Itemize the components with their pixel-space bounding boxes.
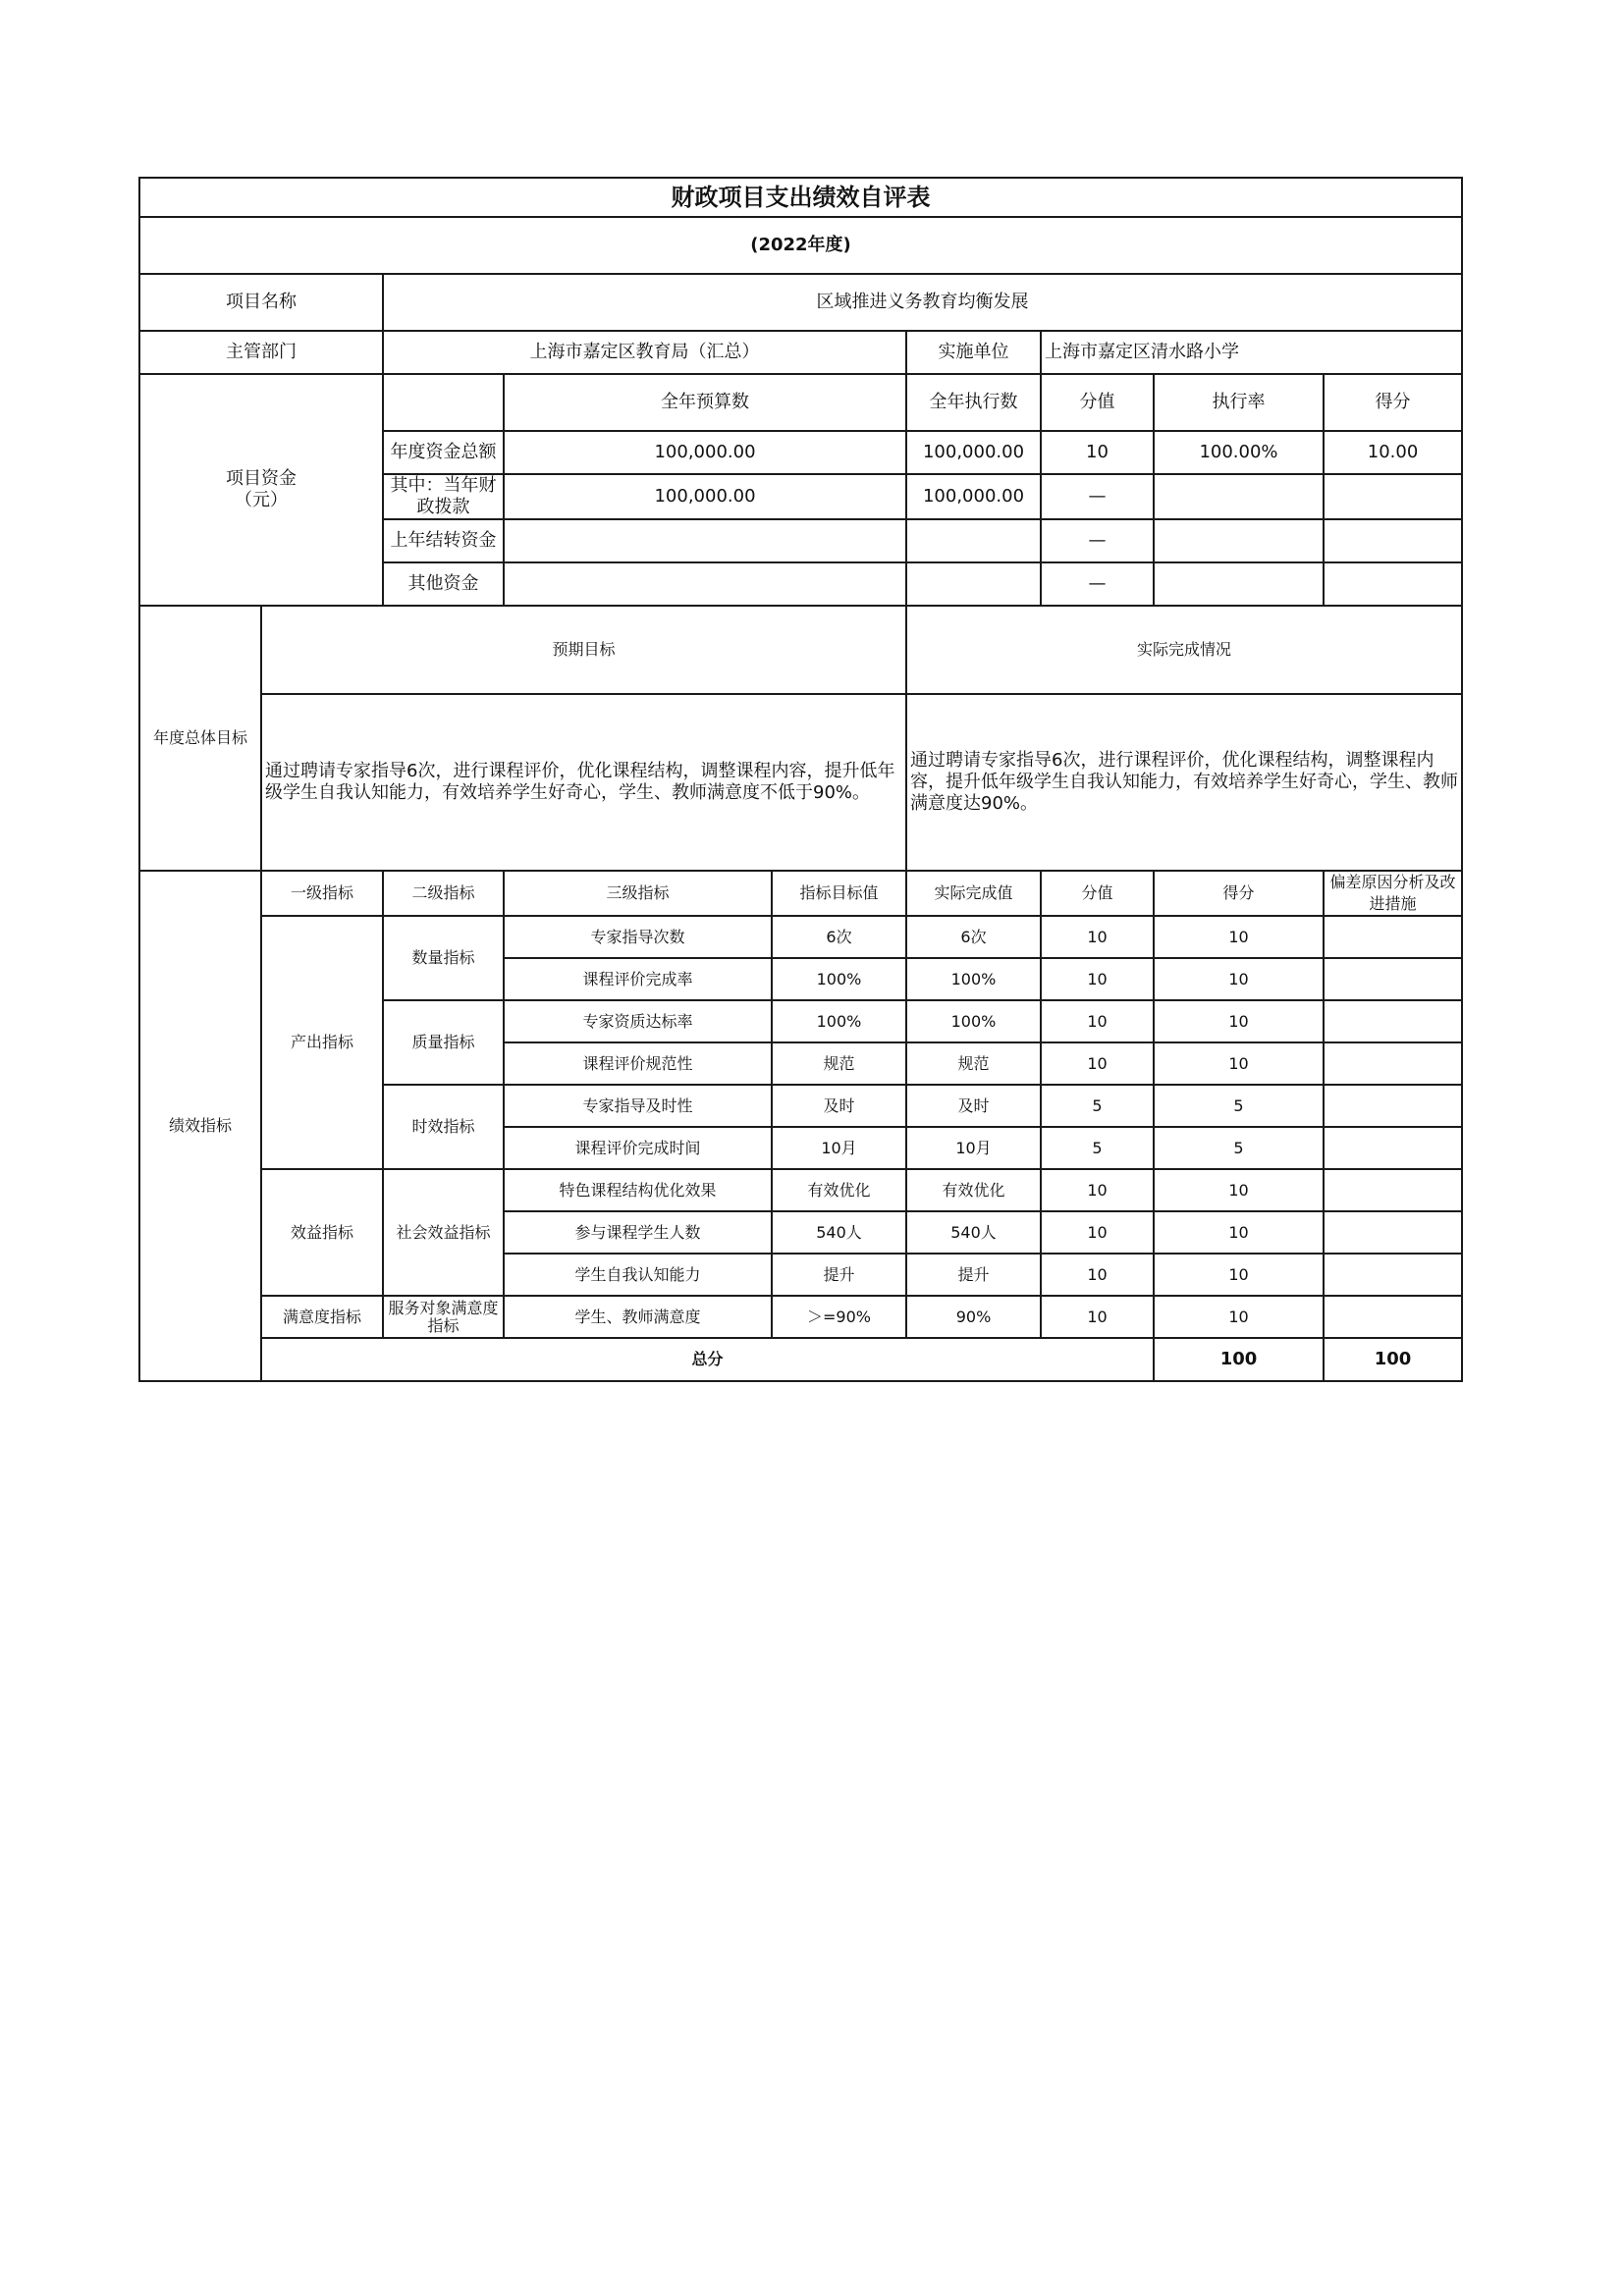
fund-row-points: —: [1041, 519, 1154, 562]
fund-row-budget: 100,000.00: [504, 474, 906, 519]
indicator-name: 专家指导次数: [504, 916, 772, 958]
indicator-actual: 6次: [906, 916, 1041, 958]
funds-label-text: 项目资金: [226, 468, 297, 489]
indicator-name: 课程评价完成率: [504, 958, 772, 1000]
indicator-actual: 规范: [906, 1042, 1041, 1085]
level1-satisfaction: 满意度指标: [261, 1296, 383, 1338]
indicator-target: 及时: [772, 1085, 906, 1127]
indicator-actual: 有效优化: [906, 1169, 1041, 1211]
indicator-points: 10: [1041, 916, 1154, 958]
indicator-target: 提升: [772, 1254, 906, 1296]
implementing-unit-label: 实施单位: [906, 331, 1041, 374]
level2-quantity: 数量指标: [383, 916, 504, 1000]
indicator-actual: 540人: [906, 1211, 1041, 1254]
self-evaluation-table: [138, 177, 1463, 1382]
indicator-points: 10: [1041, 1042, 1154, 1085]
expected-goal-header: 预期目标: [261, 606, 906, 694]
fund-row-score: [1324, 562, 1462, 606]
indicator-target: 100%: [772, 1000, 906, 1042]
indicator-name: 专家指导及时性: [504, 1085, 772, 1127]
perf-header-actual: 实际完成值: [906, 871, 1041, 916]
fund-row-executed: 100,000.00: [906, 431, 1041, 474]
fund-row-score: [1324, 474, 1462, 519]
indicator-points: 5: [1041, 1127, 1154, 1169]
actual-result-text: 通过聘请专家指导6次，进行课程评价，优化课程结构，调整课程内容，提升低年级学生自我认知能力，有效培养学生好奇心，学生、教师满意度达90%。: [906, 694, 1462, 871]
level2-social-benefit: 社会效益指标: [383, 1169, 504, 1296]
perf-header-deviation: 偏差原因分析及改进措施: [1324, 871, 1462, 916]
implementing-unit-value: 上海市嘉定区清水路小学: [1041, 331, 1462, 374]
table-title: 财政项目支出绩效自评表: [139, 178, 1462, 217]
report-year: (2022年度): [139, 217, 1462, 274]
perf-header-target: 指标目标值: [772, 871, 906, 916]
indicator-points: 10: [1041, 1211, 1154, 1254]
indicator-note: [1324, 1042, 1462, 1085]
indicator-points: 10: [1041, 1169, 1154, 1211]
level1-benefit: 效益指标: [261, 1169, 383, 1296]
perf-header-level2: 二级指标: [383, 871, 504, 916]
perf-header-points: 分值: [1041, 871, 1154, 916]
expected-goal-text: 通过聘请专家指导6次，进行课程评价，优化课程结构，调整课程内容，提升低年级学生自我认知能力，有效培养学生好奇心，学生、教师满意度不低于90%。: [261, 694, 906, 871]
fund-row-rate: [1154, 474, 1324, 519]
indicator-score: 10: [1154, 1211, 1324, 1254]
indicator-score: 10: [1154, 1000, 1324, 1042]
fund-row-label: 年度资金总额: [383, 431, 504, 474]
indicator-note: [1324, 958, 1462, 1000]
fund-row-score: [1324, 519, 1462, 562]
fund-row-label: 其他资金: [383, 562, 504, 606]
indicator-name: 课程评价完成时间: [504, 1127, 772, 1169]
fund-row-label: 上年结转资金: [383, 519, 504, 562]
department-value: 上海市嘉定区教育局（汇总）: [383, 331, 906, 374]
indicator-target: 有效优化: [772, 1169, 906, 1211]
performance-label: 绩效指标: [139, 871, 261, 1381]
indicator-points: 10: [1041, 1254, 1154, 1296]
level2-quality: 质量指标: [383, 1000, 504, 1085]
actual-result-header: 实际完成情况: [906, 606, 1462, 694]
perf-header-level3: 三级指标: [504, 871, 772, 916]
fund-row-executed: [906, 562, 1041, 606]
indicator-actual: 提升: [906, 1254, 1041, 1296]
fund-row-budget: 100,000.00: [504, 431, 906, 474]
level2-service-satisfaction: 服务对象满意度指标: [383, 1296, 504, 1338]
fund-row-points: —: [1041, 474, 1154, 519]
total-score: 100: [1324, 1338, 1462, 1381]
fund-row-rate: 100.00%: [1154, 431, 1324, 474]
funds-header-points: 分值: [1041, 374, 1154, 431]
indicator-note: [1324, 1296, 1462, 1338]
indicator-actual: 100%: [906, 958, 1041, 1000]
funds-header-budget: 全年预算数: [504, 374, 906, 431]
indicator-score: 5: [1154, 1085, 1324, 1127]
fund-row-points: —: [1041, 562, 1154, 606]
indicator-note: [1324, 916, 1462, 958]
project-name-value: 区域推进义务教育均衡发展: [383, 274, 1462, 331]
project-name-label: 项目名称: [139, 274, 383, 331]
indicator-note: [1324, 1000, 1462, 1042]
funds-label: [139, 374, 383, 606]
fund-row-points: 10: [1041, 431, 1154, 474]
fund-row-label: 其中：当年财政拨款: [383, 474, 504, 519]
total-label: 总分: [261, 1338, 1154, 1381]
indicator-points: 10: [1041, 958, 1154, 1000]
indicator-score: 5: [1154, 1127, 1324, 1169]
indicator-points: 10: [1041, 1296, 1154, 1338]
indicator-score: 10: [1154, 1042, 1324, 1085]
indicator-actual: 及时: [906, 1085, 1041, 1127]
fund-row-budget: [504, 562, 906, 606]
fund-row-score: 10.00: [1324, 431, 1462, 474]
indicator-score: 10: [1154, 1254, 1324, 1296]
fund-row-rate: [1154, 562, 1324, 606]
indicator-name: 学生自我认知能力: [504, 1254, 772, 1296]
perf-header-score: 得分: [1154, 871, 1324, 916]
indicator-name: 学生、教师满意度: [504, 1296, 772, 1338]
level2-timeliness: 时效指标: [383, 1085, 504, 1169]
fund-row-rate: [1154, 519, 1324, 562]
perf-header-level1: 一级指标: [261, 871, 383, 916]
level1-output: 产出指标: [261, 916, 383, 1169]
total-points: 100: [1154, 1338, 1324, 1381]
indicator-name: 特色课程结构优化效果: [504, 1169, 772, 1211]
funds-header-rate: 执行率: [1154, 374, 1324, 431]
indicator-target: 540人: [772, 1211, 906, 1254]
fund-row-executed: [906, 519, 1041, 562]
fund-row-executed: 100,000.00: [906, 474, 1041, 519]
indicator-actual: 10月: [906, 1127, 1041, 1169]
indicator-score: 10: [1154, 1296, 1324, 1338]
indicator-points: 10: [1041, 1000, 1154, 1042]
indicator-points: 5: [1041, 1085, 1154, 1127]
indicator-score: 10: [1154, 958, 1324, 1000]
indicator-note: [1324, 1254, 1462, 1296]
indicator-score: 10: [1154, 1169, 1324, 1211]
indicator-note: [1324, 1169, 1462, 1211]
indicator-name: 专家资质达标率: [504, 1000, 772, 1042]
indicator-target: 10月: [772, 1127, 906, 1169]
funds-header-score: 得分: [1324, 374, 1462, 431]
department-label: 主管部门: [139, 331, 383, 374]
indicator-actual: 90%: [906, 1296, 1041, 1338]
fund-row-budget: [504, 519, 906, 562]
indicator-target: 规范: [772, 1042, 906, 1085]
indicator-note: [1324, 1127, 1462, 1169]
funds-header-blank: [383, 374, 504, 431]
annual-goal-label: 年度总体目标: [139, 606, 261, 871]
funds-header-executed: 全年执行数: [906, 374, 1041, 431]
indicator-name: 课程评价规范性: [504, 1042, 772, 1085]
indicator-note: [1324, 1211, 1462, 1254]
indicator-name: 参与课程学生人数: [504, 1211, 772, 1254]
indicator-target: 6次: [772, 916, 906, 958]
indicator-actual: 100%: [906, 1000, 1041, 1042]
indicator-target: 100%: [772, 958, 906, 1000]
funds-unit: （元）: [235, 490, 288, 510]
indicator-score: 10: [1154, 916, 1324, 958]
indicator-target: ＞=90%: [772, 1296, 906, 1338]
indicator-note: [1324, 1085, 1462, 1127]
